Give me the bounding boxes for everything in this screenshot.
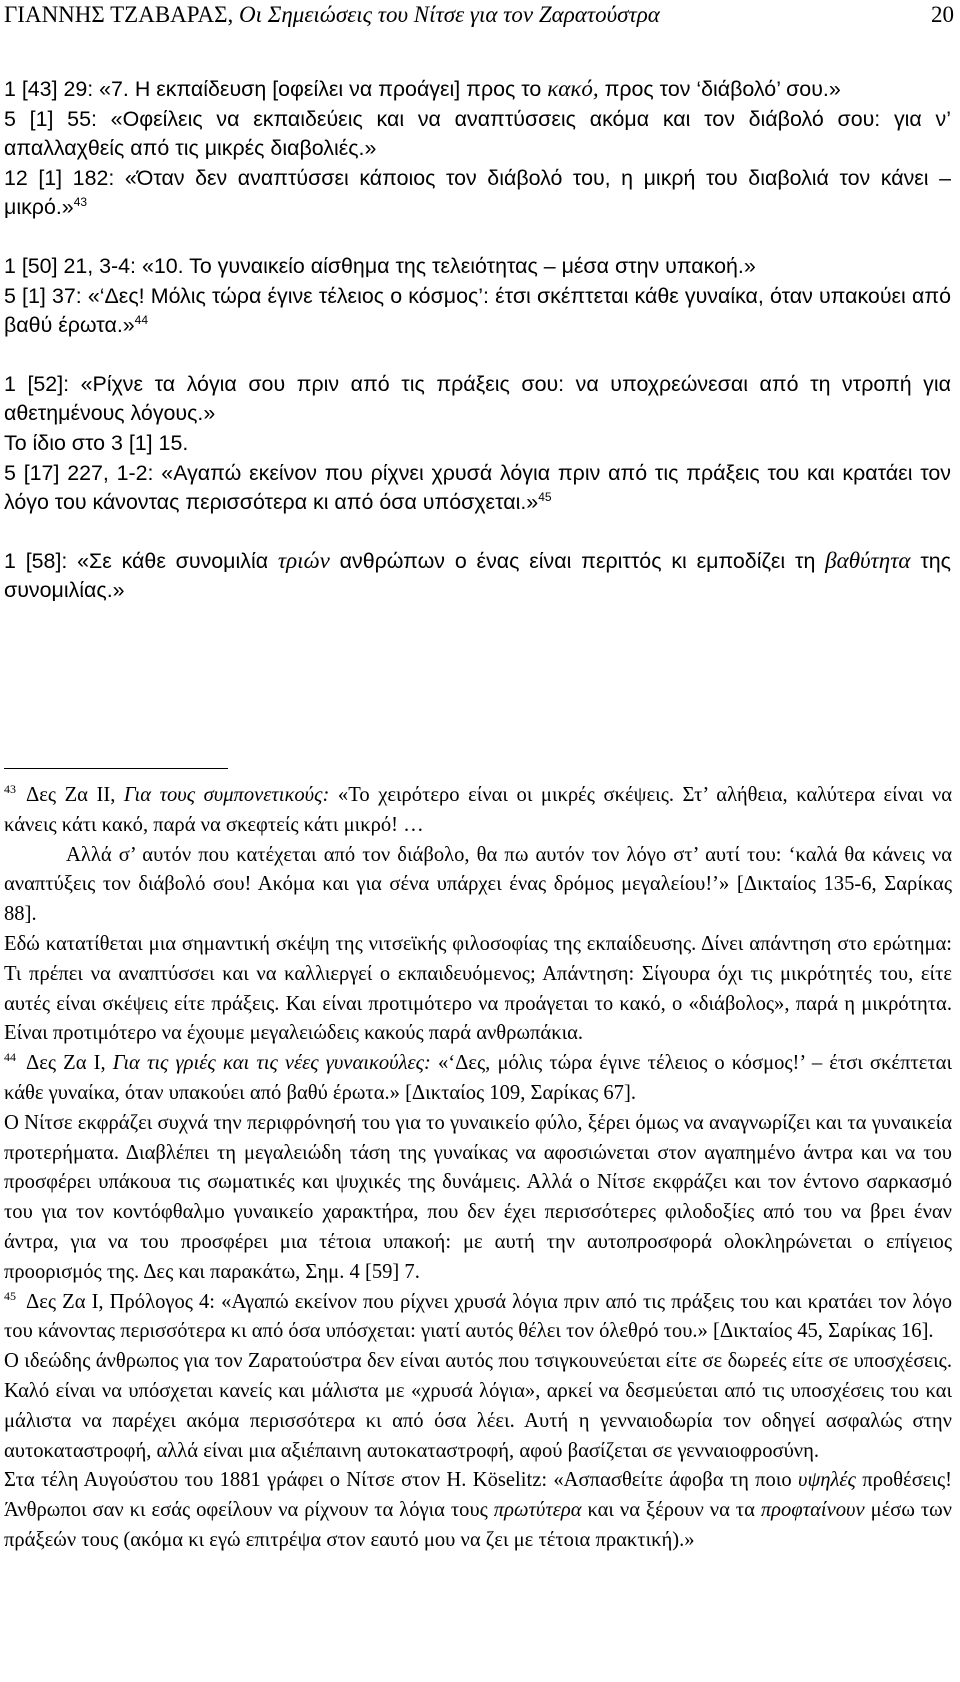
note-4: 1 [50] 21, 3-4: «10. Το γυναικείο αίσθημα της τελειότητας – μέσα στην υπακοή.» — [4, 253, 756, 278]
note-8 — [4, 459, 951, 518]
footnote-ref-44: 44 — [134, 313, 149, 328]
footnote-44-b: «‘Δες, μόλις τώρα έγινε τέλειος ο κόσμος!’ – έτσι σκέπτεται κάθε γυναίκα, όταν υπακούει από βαθύ έρωτα.» [Δικταίος 109, Σαρίκας 67]. — [4, 1052, 952, 1104]
footnote-45-italic-2: πρωτύτερα — [493, 1499, 582, 1522]
footnote-43-a: Δες Ζα ΙΙ, — [26, 784, 124, 806]
page-header — [4, 0, 954, 30]
footnote-ref-45: 45 — [538, 490, 552, 504]
note-9-a: 1 [58]: «Σε κάθε συνομιλία — [4, 548, 278, 573]
footnote-45-p3 — [4, 1466, 952, 1555]
footnote-43 — [4, 781, 952, 841]
note-1-italic: κακό, — [547, 76, 599, 101]
note-1-rest: προς τον ‘διάβολό’ σου.» — [598, 77, 841, 101]
footnote-44 — [4, 1049, 952, 1109]
footnote-44-title: Για τις γριές και τις νέες γυναικούλες: — [112, 1052, 431, 1075]
footnote-44-p2: Ο Νίτσε εκφράζει συχνά την περιφρόνησή του για το γυναικείο φύλο, ξέρει όμως να αναγνωρίζει και τα γυναικεία προτερήματα. Διαβλέπει τη μεγαλειώδη τάση της γυναίκας να αφοσιώνεται στον αγαπημένο άντρα και να του προσφέρει υπάκουα τις σωματικές και ψυχικές της δυνάμεις. Αλλά ο Νίτσε εκφράζει και τον έντονο σαρκασμό του για τον κοντόφθαλμο γυναικείο χαρακτήρα, που δεν έχει περισσότερες φιλοδοξίες από του να βρει έναν άντρα, για να του προσφέρει μια τέτοια υπακοή: με αυτή την αυτοπροσφορά ολοκληρώνεται ο επίγειος προορισμός της. Δες και παρακάτω, Σημ. 4 [59] 7. — [4, 1111, 952, 1283]
footnote-45-p2: Ο ιδεώδης άνθρωπος για τον Ζαρατούστρα δεν είναι αυτός που τσιγκουνεύεται είτε σε δωρεές είτε σε υποσχέσεις. Καλό είναι να υπόσχεται κανείς και μάλιστα με «χρυσά λόγια», αρκεί να δεσμεύεται από τις υποσχέσεις του και μάλιστα να παρέχει ακόμα περισσότερα κι από όσα λέει. Αυτή η γενναιοδωρία τον οδηγεί ασφαλώς στην αυτοκαταστροφή, αλλά είναι μια αξιέπαινη αυτοκαταστροφή, αφού βασίζεται σε γενναιοφροσύνη. — [4, 1350, 952, 1462]
note-9-italic-1: τριών — [277, 547, 330, 573]
footnote-45-p3c: και να ξέρουν να τα — [581, 1499, 761, 1522]
footnote-45 — [4, 1288, 952, 1348]
footnote-separator — [4, 768, 228, 769]
note-5 — [4, 282, 951, 341]
header-author: ΓΙΑΝΝΗΣ ΤΖΑΒΑΡΑΣ, — [4, 2, 239, 27]
note-1-ref: 1 [43] 29: «7. Η εκπαίδευση [οφείλει να προάγει] προς το — [4, 77, 548, 101]
footnote-45-p3b: προθέσεις! Άνθρωποι σαν κι εσάς οφείλουν να ρίχνουν τα λόγια τους — [4, 1469, 952, 1522]
page-number: 20 — [931, 2, 954, 27]
note-9-c: της συνομιλίας.» — [4, 548, 951, 603]
main-text — [4, 74, 951, 606]
footnote-45-a: Δες Ζα Ι, Πρόλογος 4: «Αγαπώ εκείνον που ρίχνει χρυσά λόγια πριν από τις πράξεις του και κρατάει τον λόγο του κάνοντας περισσότερα κι από όσα υπόσχεται: γιατί αυτός θέλει τον όλεθρό του.» [Δικταίος 45, Σαρίκας 16]. — [4, 1290, 952, 1343]
note-7: Το ίδιο στο 3 [1] 15. — [4, 430, 189, 455]
footnote-44-number: 44 — [4, 1050, 16, 1065]
note-5-text: 5 [1] 37: «‘Δες! Μόλις τώρα έγινε τέλειος ο κόσμος’: έτσι σκέπτεται κάθε γυναίκα, όταν υπακούει από βαθύ έρωτα.» — [4, 283, 951, 338]
note-3 — [4, 164, 951, 223]
note-3-text: 12 [1] 182: «Όταν δεν αναπτύσσει κάποιος τον διάβολό του, η μικρή του διαβολιά τον κάνει – μικρό.» — [4, 165, 951, 220]
footnote-43-number: 43 — [4, 782, 16, 797]
footnote-45-p3d: μέσω των πράξεών τους (ακόμα κι εγώ επιτρέψα στον εαυτό μου να ζει με τέτοια πρακτική).» — [4, 1499, 952, 1551]
note-9-b: ανθρώπων ο ένας είναι περιττός κι εμποδίζει τη — [329, 548, 826, 573]
footnote-43-p2: Αλλά σ’ αυτόν που κατέχεται από τον διάβολο, θα πω αυτόν τον λόγο στ’ αυτί του: ‘καλά θα κάνεις να αναπτύξεις τον διάβολό σου! Ακόμα και για σένα υπάρχει ένας δρόμος μεγαλείου!’» [Δικταίος 135-6, Σαρίκας 88]. — [4, 843, 952, 926]
note-1 — [4, 74, 951, 105]
note-9 — [4, 546, 951, 606]
note-8-text: 5 [17] 227, 1-2: «Αγαπώ εκείνον που ρίχνει χρυσά λόγια πριν από τις πράξεις του και κρατάει τον λόγο του κάνοντας περισσότερα κι από όσα υπόσχεται.» — [4, 460, 951, 515]
footnote-43-p3: Εδώ κατατίθεται μια σημαντική σκέψη της νιτσεϊκής φιλοσοφίας της εκπαίδευσης. Δίνει απάντηση στο ερώτημα: Τι πρέπει να αναπτύσσει και να καλλιεργεί ο εκπαιδευόμενος; Απάντηση: Σίγουρα όχι τις μικρότητές του, είτε αυτές είναι σκέψεις είτε πράξεις. Και είναι προτιμότερο να προάγεται το κακό, ο «διάβολος», παρά η μικρότητα. Είναι προτιμότερο να έχουμε μεγαλειώδεις κακούς παρά ανθρωπάκια. — [4, 932, 952, 1045]
footnote-45-italic-3: προφταίνουν — [760, 1499, 865, 1522]
note-2: 5 [1] 55: «Οφείλεις να εκπαιδεύεις και να αναπτύσσεις ακόμα και τον διάβολό σου: για ν’ απαλλαχθείς από τις μικρές διαβολιές.» — [4, 106, 951, 161]
footnote-ref-43: 43 — [73, 195, 88, 210]
footnote-43-title: Για τους συμπονετικούς: — [123, 784, 330, 806]
footnotes — [4, 781, 952, 1556]
footnote-44-a: Δες Ζα Ι, — [26, 1052, 113, 1075]
footnote-45-p3a: Στα τέλη Αυγούστου του 1881 γράφει ο Νίτσε στον Η. Köselitz: «Ασπασθείτε άφοβα τη ποιο — [4, 1469, 799, 1492]
footnote-45-italic-1: υψηλές — [798, 1469, 856, 1492]
header-title: Οι Σημειώσεις του Νίτσε για τον Ζαρατούστρα — [238, 2, 660, 27]
footnote-43-b: «Το χειρότερο είναι οι μικρές σκέψεις. Στ’ αλήθεια, καλύτερα είναι να κάνεις κάτι κακό, παρά να σκεφτείς κάτι μικρό! … — [4, 784, 953, 836]
note-6: 1 [52]: «Ρίχνε τα λόγια σου πριν από τις πράξεις σου: να υποχρεώνεσαι από τη ντροπή για αθετημένους λόγους.» — [4, 371, 951, 426]
footnote-45-number: 45 — [4, 1288, 16, 1303]
note-9-italic-2: βαθύτητα — [825, 547, 911, 573]
